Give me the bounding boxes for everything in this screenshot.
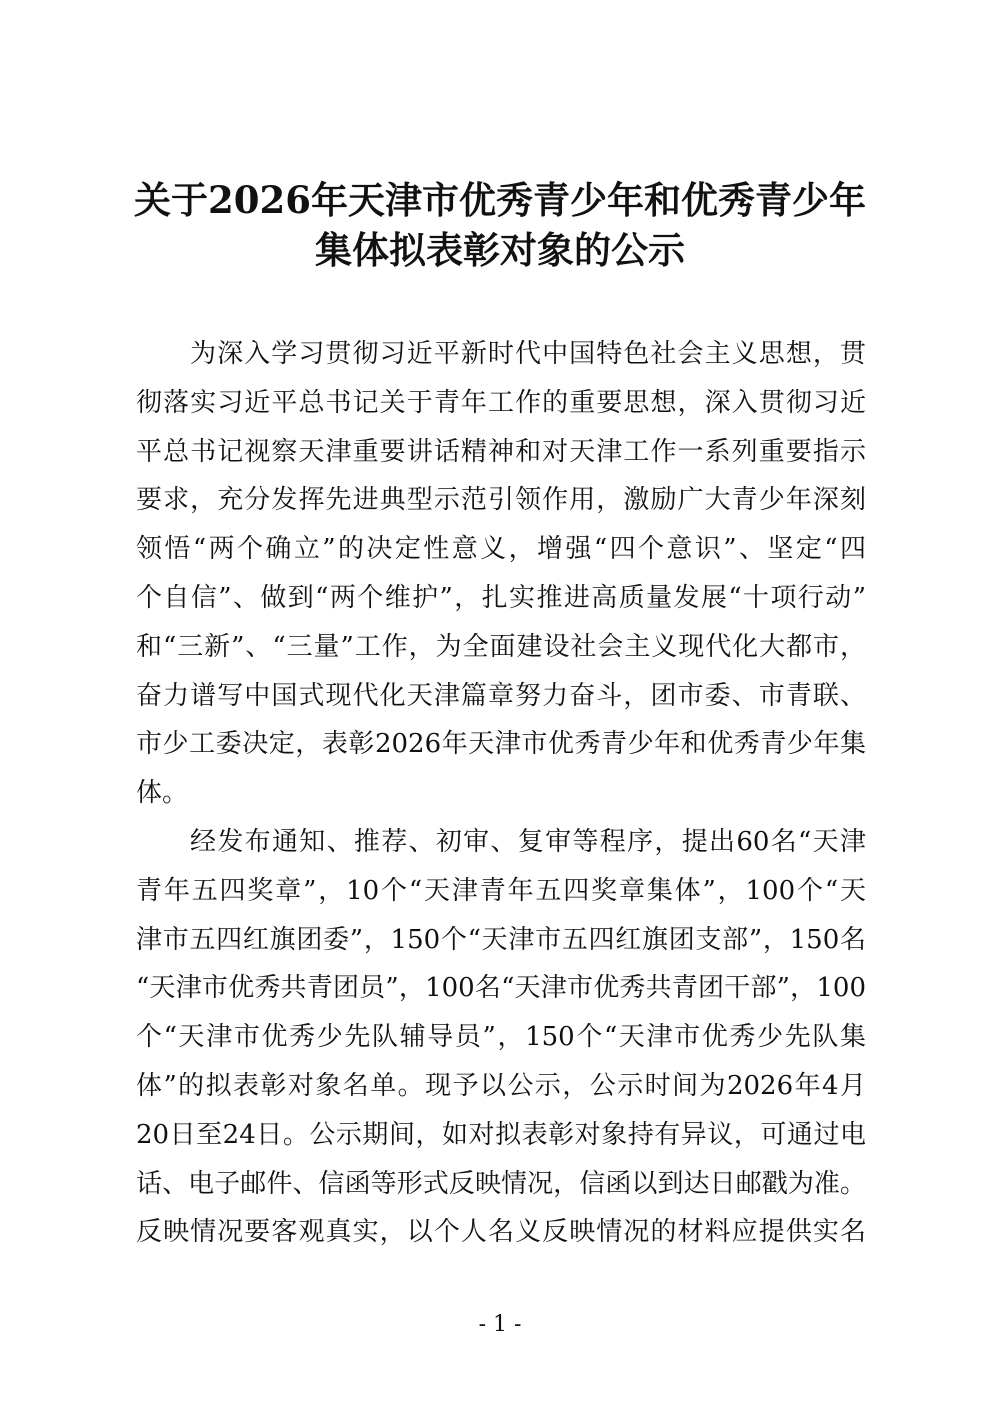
- paragraph-line: 个“天津市优秀少先队辅导员”，150个“天津市优秀少先队集: [136, 1022, 866, 1053]
- paragraph-line: 青年五四奖章”，10个“天津青年五四奖章集体”，100个“天: [136, 875, 866, 906]
- document-body: [136, 330, 866, 1257]
- document-title-line-1: 关于2026年天津市优秀青少年和优秀青少年: [134, 178, 866, 222]
- paragraph-line: 奋力谱写中国式现代化天津篇章努力奋斗，团市委、市青联、: [136, 680, 866, 711]
- paragraph-line: 话、电子邮件、信函等形式反映情况，信函以到达日邮戳为准。: [136, 1168, 866, 1199]
- paragraph-line: 20日至24日。公示期间，如对拟表彰对象持有异议，可通过电: [136, 1119, 866, 1150]
- paragraph-line: 体”的拟表彰对象名单。现予以公示，公示时间为2026年4月: [136, 1070, 866, 1101]
- page-number: - 1 -: [478, 1312, 522, 1337]
- paragraph-line: 体。: [136, 778, 189, 809]
- paragraph-line: 津市五四红旗团委”，150个“天津市五四红旗团支部”，150名: [136, 924, 866, 955]
- document-title-line-2: 集体拟表彰对象的公示: [315, 228, 685, 272]
- paragraph-line: 领悟“两个确立”的决定性意义，增强“四个意识”、坚定“四: [136, 534, 866, 565]
- paragraph-line: “天津市优秀共青团员”，100名“天津市优秀共青团干部”，100: [136, 973, 866, 1004]
- paragraph-line: 经发布通知、推荐、初审、复审等程序，提出60名“天津: [190, 826, 866, 857]
- paragraph-line: 彻落实习近平总书记关于青年工作的重要思想，深入贯彻习近: [136, 387, 866, 418]
- paragraph-line: 市少工委决定，表彰2026年天津市优秀青少年和优秀青少年集: [136, 729, 866, 760]
- paragraph-line: 个自信”、做到“两个维护”，扎实推进高质量发展“十项行动”: [136, 582, 866, 613]
- paragraph-line: 和“三新”、“三量”工作，为全面建设社会主义现代化大都市，: [136, 631, 866, 662]
- paragraph: [136, 818, 866, 1257]
- paragraph-line: 平总书记视察天津重要讲话精神和对天津工作一系列重要指示: [136, 436, 866, 467]
- paragraph-line: 为深入学习贯彻习近平新时代中国特色社会主义思想，贯: [190, 339, 866, 369]
- paragraph: [136, 330, 866, 818]
- paragraph-line: 反映情况要客观真实，以个人名义反映情况的材料应提供实名: [136, 1217, 866, 1248]
- paragraph-line: 要求，充分发挥先进典型示范引领作用，激励广大青少年深刻: [136, 485, 866, 516]
